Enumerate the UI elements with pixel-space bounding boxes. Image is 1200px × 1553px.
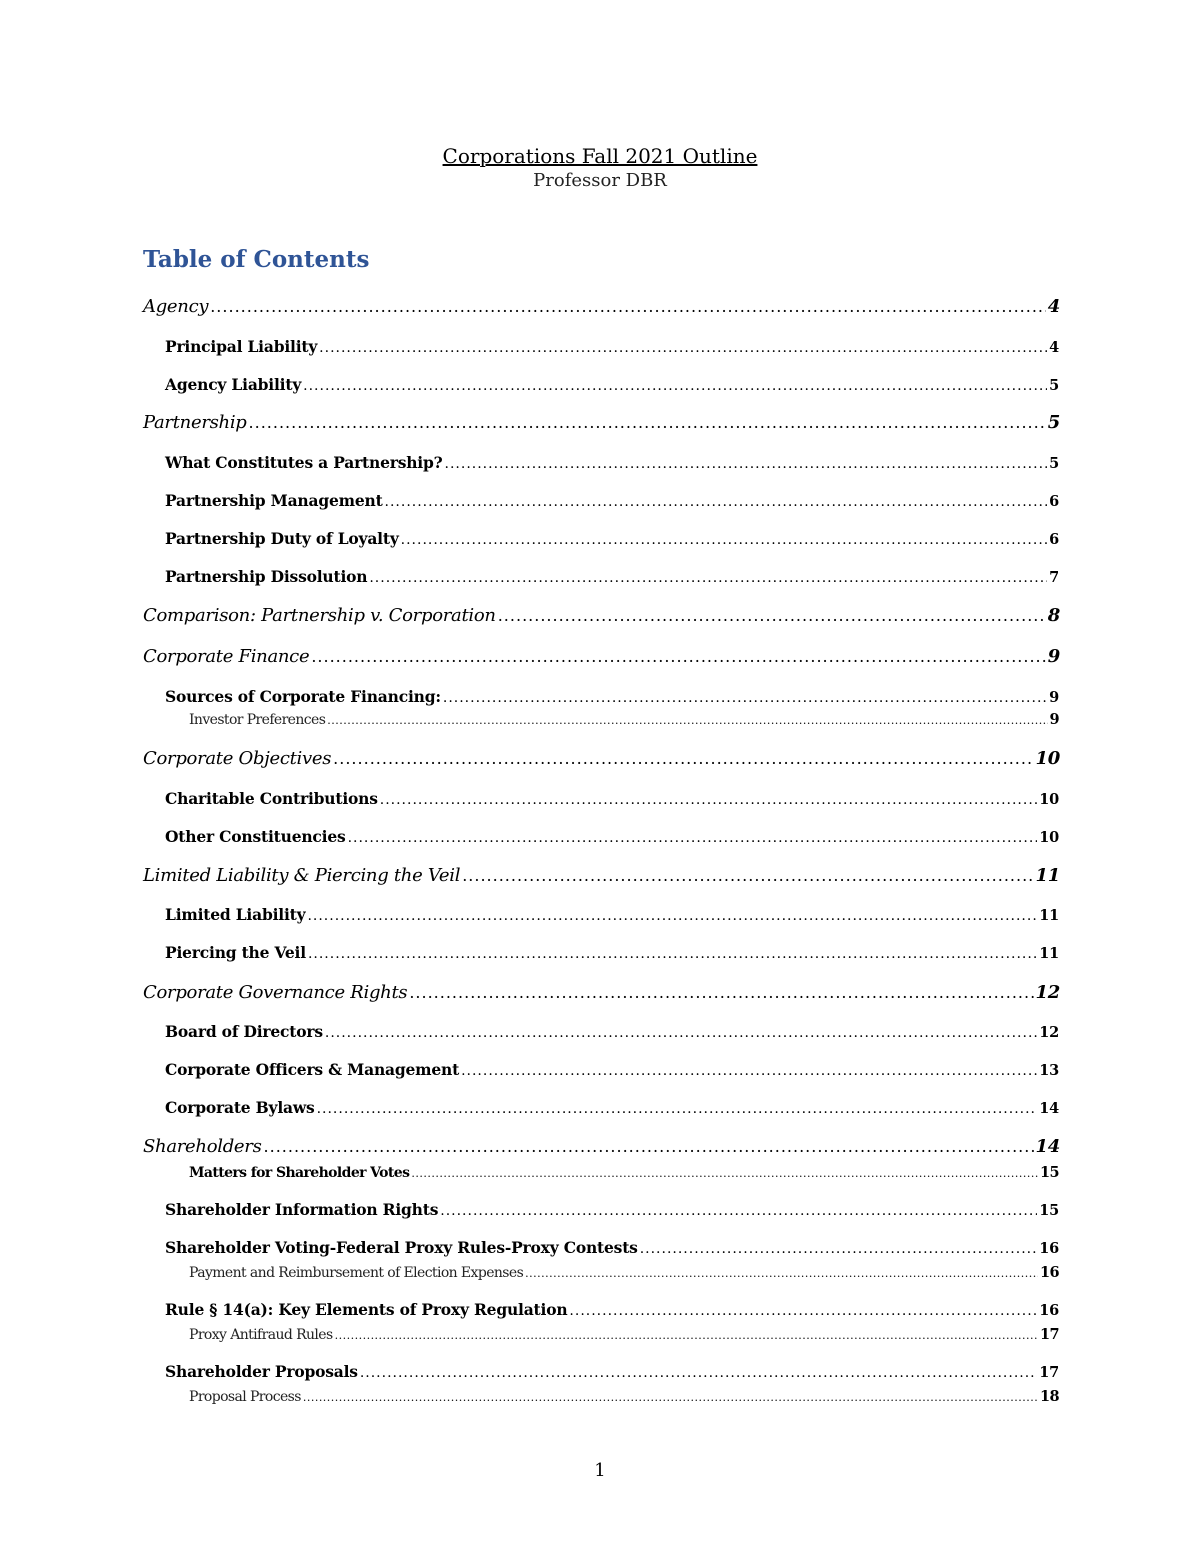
toc-entry-label: Partnership [143, 412, 247, 433]
toc-entry-label: Other Constituencies [165, 827, 346, 846]
toc-leader [264, 1137, 1034, 1156]
toc-entry-label: Partnership Dissolution [165, 567, 368, 586]
toc-entry[interactable] [143, 296, 1060, 317]
toc-leader [249, 413, 1046, 432]
document-subtitle: Professor DBR [533, 170, 667, 191]
toc-entry-label: Matters for Shareholder Votes [189, 1165, 410, 1181]
toc-entry[interactable] [165, 1238, 1059, 1257]
toc-entry-label: Principal Liability [165, 337, 318, 356]
toc-entry-label: Investor Preferences [189, 712, 326, 728]
toc-leader [303, 1391, 1038, 1404]
toc-entry-page: 11 [1039, 907, 1059, 924]
toc-entry-label: Sources of Corporate Financing: [165, 687, 441, 706]
toc-leader [640, 1241, 1038, 1257]
toc-entry[interactable] [143, 748, 1060, 769]
toc-entry-label: Shareholder Voting-Federal Proxy Rules-Proxy Contests [165, 1238, 638, 1257]
toc-leader [498, 606, 1046, 625]
toc-entry[interactable] [189, 1164, 1059, 1181]
toc-entry-label: What Constitutes a Partnership? [165, 453, 443, 472]
toc-entry[interactable] [143, 982, 1060, 1003]
toc-leader [311, 647, 1045, 666]
toc-entry[interactable] [143, 865, 1060, 886]
toc-heading: Table of Contents [143, 246, 370, 273]
document-title: Corporations Fall 2021 Outline [442, 144, 758, 168]
toc-entry-page: 9 [1049, 689, 1059, 706]
toc-entry-page: 13 [1039, 1062, 1059, 1079]
toc-leader [380, 792, 1037, 808]
toc-entry-page: 10 [1039, 829, 1059, 846]
toc-entry-label: Limited Liability & Piercing the Veil [143, 865, 461, 886]
toc-leader [411, 1167, 1038, 1180]
toc-leader [308, 946, 1037, 962]
toc-entry-label: Corporate Objectives [143, 748, 332, 769]
toc-entry-page: 12 [1039, 1024, 1059, 1041]
toc-entry[interactable] [143, 646, 1060, 667]
toc-entry-page: 7 [1049, 569, 1059, 586]
toc-entry-label: Agency [143, 296, 209, 317]
toc-entry-label: Corporate Governance Rights [143, 982, 408, 1003]
toc-entry-page: 10 [1039, 791, 1059, 808]
toc-entry[interactable] [189, 711, 1059, 728]
toc-entry-label: Piercing the Veil [165, 943, 306, 962]
toc-entry-page: 4 [1049, 339, 1059, 356]
toc-leader [348, 830, 1038, 846]
toc-entry[interactable] [143, 412, 1060, 433]
toc-entry[interactable] [165, 1022, 1059, 1041]
toc-entry-page: 15 [1039, 1202, 1059, 1219]
toc-entry-page: 16 [1040, 1264, 1059, 1281]
toc-entry-label: Limited Liability [165, 905, 306, 924]
toc-entry-page: 15 [1040, 1164, 1059, 1181]
toc-entry[interactable] [165, 1300, 1059, 1319]
toc-entry[interactable] [165, 491, 1059, 510]
toc-entry-page: 9 [1049, 711, 1059, 728]
toc-entry-page: 11 [1039, 945, 1059, 962]
toc-entry[interactable] [165, 1200, 1059, 1219]
toc-entry[interactable] [189, 1264, 1059, 1281]
toc-entry[interactable] [165, 1060, 1059, 1079]
toc-entry-page: 16 [1039, 1302, 1059, 1319]
toc-entry-label: Shareholder Information Rights [165, 1200, 439, 1219]
toc-leader [369, 570, 1047, 586]
toc-leader [409, 983, 1033, 1002]
toc-entry-page: 16 [1039, 1240, 1059, 1257]
toc-leader [443, 690, 1047, 706]
toc-entry[interactable] [165, 453, 1059, 472]
toc-entry[interactable] [143, 605, 1060, 626]
toc-leader [319, 340, 1047, 356]
toc-entry[interactable] [165, 789, 1059, 808]
toc-leader [462, 866, 1033, 885]
toc-entry-label: Agency Liability [165, 375, 302, 394]
toc-entry-page: 4 [1047, 296, 1060, 317]
toc-entry-page: 8 [1047, 605, 1060, 626]
toc-entry[interactable] [189, 1326, 1059, 1343]
toc-entry-page: 5 [1049, 455, 1059, 472]
page-number: 1 [594, 1460, 606, 1481]
toc-entry-page: 17 [1040, 1326, 1059, 1343]
toc-entry-page: 6 [1049, 493, 1059, 510]
toc-leader [401, 532, 1047, 548]
toc-entry-page: 10 [1035, 748, 1060, 769]
toc-leader [327, 714, 1047, 727]
toc-leader [335, 1329, 1038, 1342]
toc-entry-page: 5 [1047, 412, 1060, 433]
toc-entry-page: 17 [1039, 1364, 1059, 1381]
toc-entry-label: Comparison: Partnership v. Corporation [143, 605, 496, 626]
toc-entry-label: Proposal Process [189, 1389, 301, 1405]
toc-entry-label: Payment and Reimbursement of Election Expenses [189, 1265, 524, 1281]
toc-leader [525, 1267, 1038, 1280]
toc-entry-label: Corporate Bylaws [165, 1098, 315, 1117]
toc-entry-label: Partnership Duty of Loyalty [165, 529, 399, 548]
toc-entry[interactable] [165, 827, 1059, 846]
toc-leader [569, 1303, 1037, 1319]
toc-entry-page: 5 [1049, 377, 1059, 394]
toc-leader [461, 1063, 1037, 1079]
toc-leader [360, 1365, 1037, 1381]
toc-entry-label: Board of Directors [165, 1022, 323, 1041]
toc-entry-page: 18 [1040, 1388, 1059, 1405]
toc-leader [210, 297, 1046, 316]
toc-entry-page: 14 [1039, 1100, 1059, 1117]
toc-entry-page: 14 [1035, 1136, 1060, 1157]
toc-leader [440, 1203, 1037, 1219]
toc-entry[interactable] [165, 567, 1059, 586]
toc-leader [385, 494, 1048, 510]
toc-leader [333, 749, 1033, 768]
toc-entry[interactable] [189, 1388, 1059, 1405]
toc-entry[interactable] [165, 1362, 1059, 1381]
toc-leader [303, 378, 1047, 394]
toc-entry-label: Proxy Antifraud Rules [189, 1327, 333, 1343]
toc-entry-label: Rule § 14(a): Key Elements of Proxy Regulation [165, 1300, 568, 1319]
toc-entry-label: Shareholder Proposals [165, 1362, 358, 1381]
toc-entry[interactable] [165, 1098, 1059, 1117]
toc-entry[interactable] [165, 337, 1059, 356]
toc-leader [445, 456, 1048, 472]
toc-entry-page: 11 [1035, 865, 1060, 886]
toc-entry[interactable] [165, 905, 1059, 924]
toc-entry-page: 12 [1035, 982, 1060, 1003]
toc-entry-label: Partnership Management [165, 491, 383, 510]
toc-entry[interactable] [165, 687, 1059, 706]
toc-entry[interactable] [143, 1136, 1060, 1157]
toc-entry-label: Corporate Officers & Management [165, 1060, 460, 1079]
toc-leader [307, 908, 1037, 924]
toc-entry[interactable] [165, 375, 1059, 394]
toc-entry[interactable] [165, 943, 1059, 962]
toc-entry-page: 6 [1049, 531, 1059, 548]
toc-leader [325, 1025, 1037, 1041]
toc-entry-label: Charitable Contributions [165, 789, 378, 808]
toc-entry-label: Shareholders [143, 1136, 262, 1157]
toc-leader [317, 1101, 1038, 1117]
toc-entry-page: 9 [1047, 646, 1060, 667]
toc-entry[interactable] [165, 529, 1059, 548]
toc-entry-label: Corporate Finance [143, 646, 310, 667]
